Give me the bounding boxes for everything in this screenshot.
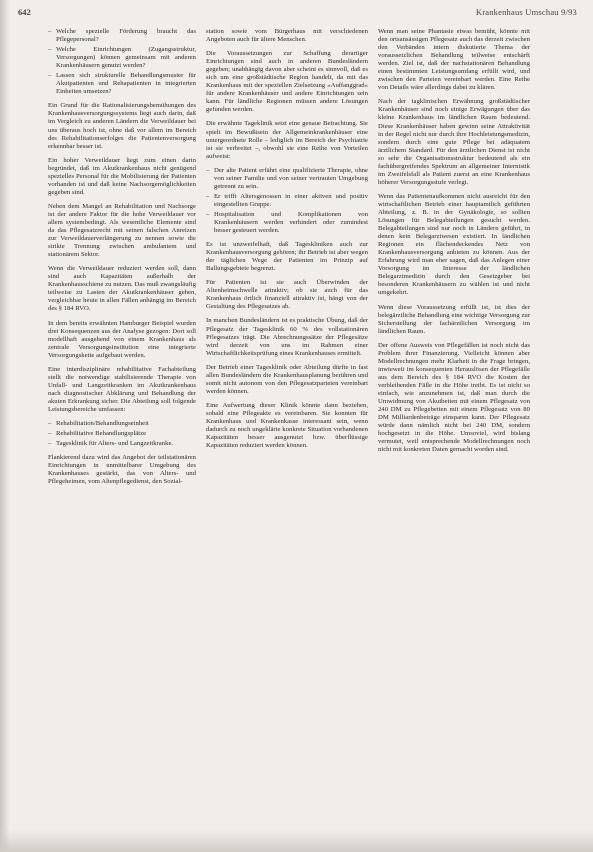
paragraph: Wenn das Patientenaufkommen nicht ausreicht für den wirtschaftlichen Betrieb einer hauptamtlich geführten Abteilung, z. B. in der Gynäkologie, so sollten Lösungen für Belegabteilungen gesucht werden. Belegabteilungen sind nur noch in Ländern geführt, in denen kein Belegarztwesen existiert. In ländlichen Regionen ein flächendeckendes Netz von Krankenhausversorgung anbieten zu können. Aus der Erfahrung wird man eher sagen, daß das Anlegen einer Vorsorgung im Interesse der ländlichen Belegarztmedizin durch den Gesetzgeber bei besonderen Krankenhäusern zu wählen ist und nicht umgekehrt. bbox=[378, 192, 530, 297]
column-2 bbox=[206, 28, 368, 456]
list-item: – Rehabilitation/Behandlungseinheit bbox=[48, 420, 196, 428]
paragraph: Ein hoher Verweildauer liegt zum einen darin begründet, daß im Akutkrankenhaus nicht genügend spezielles Personal für die Mobilisierung der Patienten vorhanden ist und daß keine Nachsorgemöglichkeiten gegeben sind. bbox=[48, 156, 196, 196]
advantages-list bbox=[206, 167, 368, 235]
paragraph: Ein Grund für die Rationalisierungsbemühungen des Krankenhausversorgungssystems liegt auch darin, daß im Vergleich zu anderen Ländern die Verweildauer bei uns überaus hoch ist, ohne daß vor allem im Bereich des Rehabilitationserfolges die Patientenversorgung erkennbar besser ist. bbox=[48, 102, 196, 150]
running-header bbox=[18, 7, 577, 21]
paragraph: Wenn die Verweildauer reduziert werden soll, dann sind auch Kapazitäten außerhalb der Krankenhausschiene zu nutzen. Das muß zwangsläufig teilweise zu Lasten der Akutkrankenhäuser gehen, vergleichbar heute in allen Fällen anhängig im Bereich des § 184 RVO. bbox=[48, 265, 196, 313]
page-number: 642 bbox=[18, 7, 31, 17]
list-item: – Der alte Patient erfährt eine qualifizierte Therapie, ohne von seiner Familie und von seiner vertrauten Umgebung getrennt zu sein. bbox=[206, 167, 368, 191]
column-3 bbox=[378, 28, 530, 460]
list-item: – Welche Einrichtungen (Zugangsstruktur, Versorgungen) können gemeinsam mit anderen Krankenhäusern genutzt werden? bbox=[48, 46, 196, 70]
paragraph: Eine interdisziplinäre rehabilitative Fachabteilung stellt die notwendige stabilisierende Therapie von Unfall- und Langzeitkranken im Akutkrankenhaus nach diagnostischer Abklärung und Behandlung der akuten Erkrankung sicher. Die Abteilung soll folgende Leistungsbereiche umfassen: bbox=[48, 365, 196, 413]
paragraph: Flankierend dazu wird das Angebot der teilstationären Einrichtungen in unmittelbarer Umgebung des Krankenhauses gestärkt, das von Alters- und Pflegeheimen, vom Altenpflegedienst, den Sozial- bbox=[48, 454, 196, 486]
paragraph: In dem bereits erwähnten Hamburger Beispiel wurden drei Konsequenzen aus der Analyse gezogen: Dort soll modellhaft ausgehend von einem Krankenhaus als zentrale Versorgungsinstitution eine integrierte Versorgungskette aufgebaut werden. bbox=[48, 319, 196, 359]
paragraph: station sowie vom Bürgerhaus mit verschiedenen Angeboten auch für ältere Menschen. bbox=[206, 28, 368, 44]
list-item: – Rehabilitative Behandlungsplätze bbox=[48, 430, 196, 438]
service-list bbox=[48, 420, 196, 448]
paragraph: In manchen Bundesländern ist es praktische Übung, daß der Pflegesatz der Tagesklinik 60 % des vollstationären Pflegesatzes trägt. Die Abrechnungssätze der Pflegesätze wird derzeit von uns im Rahmen einer Wirtschaftlichkeitsprüfung eines Krankenhauses ermittelt. bbox=[206, 317, 368, 357]
paragraph: Für Patienten ist sie auch Überwinden der Altenheimschwelle attraktiv; ob sie auch für das Krankenhaus örtlich finanziell attraktiv ist, hängt von der Gestaltung des Pflegesatzes ab. bbox=[206, 279, 368, 311]
paragraph: Nach der tagklinischen Erwähnung großstädtischer Krankenhäuser sind noch einige Erwägungen über das kleine Krankenhaus im ländlichen Raum bedeutend. Diese Krankenhäuser haben gewinn seine Attraktivität in der Regel nicht nur durch ihre Hochleistungsmedizin, sondern durch eine gute Pflege bei adäquatem ärztlichem Standard. Für den ärztlichen Dienst ist nicht so sehr die Organisationsstruktur bedeutend als ein fachübergreifendes Spektrum an allgemeiner Internistik im Zweifelsfall als Patient zuerst an eine Krankenhaus höherer Versorgungsstufe verlegt. bbox=[378, 98, 530, 186]
list-item: – Lassen sich strukturelle Behandlungsmuster für Akutpatienten und Rehapatienten in integrierten Einheiten umsetzen? bbox=[48, 72, 196, 96]
list-item: – Hospitalisation und Komplikationen von Krankenhäusern werden verhindert oder zumindest besser gesteuert werden. bbox=[206, 211, 368, 235]
column-1 bbox=[48, 28, 196, 492]
paragraph: Der Betrieb einer Tagesklinik oder Abteilung dürfte in fast allen Bundesländern die Krankenhausplanung berühren und somit nicht autonom von den Pflegesatzparteien vereinbart werden können. bbox=[206, 363, 368, 395]
paragraph: Wenn diese Voraussetzung erfüllt ist, ist dies der belegärztliche Behandlung eine wichtige Versorgung zur Sicherstellung der fachärztlichen Versorgung im ländlichen Raum. bbox=[378, 303, 530, 335]
list-item: – Welche spezielle Förderung braucht das Pflegepersonal? bbox=[48, 28, 196, 44]
list-item: – Tagesklinik für Alters- und Langzeitkranke. bbox=[48, 440, 196, 448]
paragraph: Wenn man seine Phantasie etwas bemüht, könnte mit den ortsansässigen Pflegesatz auch das derzeit zwischen den Verbänden intern diskutierte Thema der voraussetzlichen Behandlung teilweise entschärft werden. Ziel ist, daß der nachstationären Behandlung einen bestimmten Leistungsumfang erfüllt wird, und zwischen den Parteien vereinbart werden. Eine Reihe von Details wäre allerdings dabei zu klären. bbox=[378, 28, 530, 92]
paragraph: Eine Aufwertung dieser Klinik könnte dann beziehen, sobald eine Pflegeakte es vereinbaren. Sie konnten für Krankenhaus und Krankenkasse interessant sein, wenn dadurch zu noch ungeklärte konkrete Situation vorhandenen Kapazitäten besser ausgenutzt bzw. überflüssige Kapazitäten reduziert werden können. bbox=[206, 401, 368, 450]
binding-shadow bbox=[0, 0, 10, 852]
bottom-shadow bbox=[0, 830, 593, 852]
paragraph: Die erwähnte Tageklinik setzt eine genaue Betrachtung. Sie spielt im Bewußtsein der Allgemeinkrankenhäuser eine untergeordnete Rolle – lediglich im Bereich der Psychiatrie ist sie verbreitet –, obwohl sie eine Reihe von Vorteilen aufweist: bbox=[206, 120, 368, 160]
list-item: – Er trifft Altersgenossen in einer aktiven und positiv eingestellten Gruppe. bbox=[206, 193, 368, 209]
paragraph: Es ist unzweifelhaft, daß Tageskliniken auch zur Krankenhausversorgung gehören; ihr Betrieb ist aber wegen der täglichen Wege der Patienten im Prinzip auf Ballungsgebiete begrenzt. bbox=[206, 241, 368, 273]
journal-reference: Krankenhaus Umschau 9/93 bbox=[475, 7, 577, 17]
paragraph: Neben dem Mangel an Rehabilitation und Nachsorge ist der andere Faktor für die hohe Verweildauer vor allem systembedingt. Als wesentliche Elemente sind da das Pflegesatzrecht mit seinen falschen Anreizen zur Verweildauerverlängerung zu nennen sowie die strikte Trennung zwischen ambulantem und stationärem Sektor. bbox=[48, 202, 196, 259]
question-list bbox=[48, 28, 196, 96]
paragraph: Die Voraussetzungen zur Schaffung derartiger Einrichtungen sind auch in anderen Bundesländern gegeben; unabhängig davon aber scheint es sinnvoll, daß es sich um eine großstädtische Region handelt, da mit das Krankenhaus mit der speziellen Zielsetzung »Auffanggrad« für andere Krankenhäuser und andere Einrichtungen sein kann. Für ländliche Regionen müssen andere Lösungen gefunden werden. bbox=[206, 50, 368, 114]
paragraph: Der offene Ausweis von Pflegefällen ist noch nicht das Problem ihrer Finanzierung. Vielleicht können aber Modellrechnungen mehr Klarheit in die Frage bringen, inwieweit im konsequenten Herauslösen der Pflegefälle aus dem Bereich des § 184 RVO die Kosten der verbleibenden Fälle in die Höhe treibt. Es ist nicht so einfach, wie anzunehmen ist, daß man durch die Umwidmung von Akutbetten mit einem Pflegesatz von 240 DM zu Pflegebetten mit einem Pflegesatz von 80 DM Milliardenbeträge einsparen kann. Der Pflegesatz würde dann nämlich nicht bei 240 DM, sondern hochgesetzt in die Höhe. Umsoviel, wird bislang vermutet, weil entsprechende Modellrechnungen noch nicht mit konkreten Daten gemacht worden sind. bbox=[378, 341, 530, 454]
